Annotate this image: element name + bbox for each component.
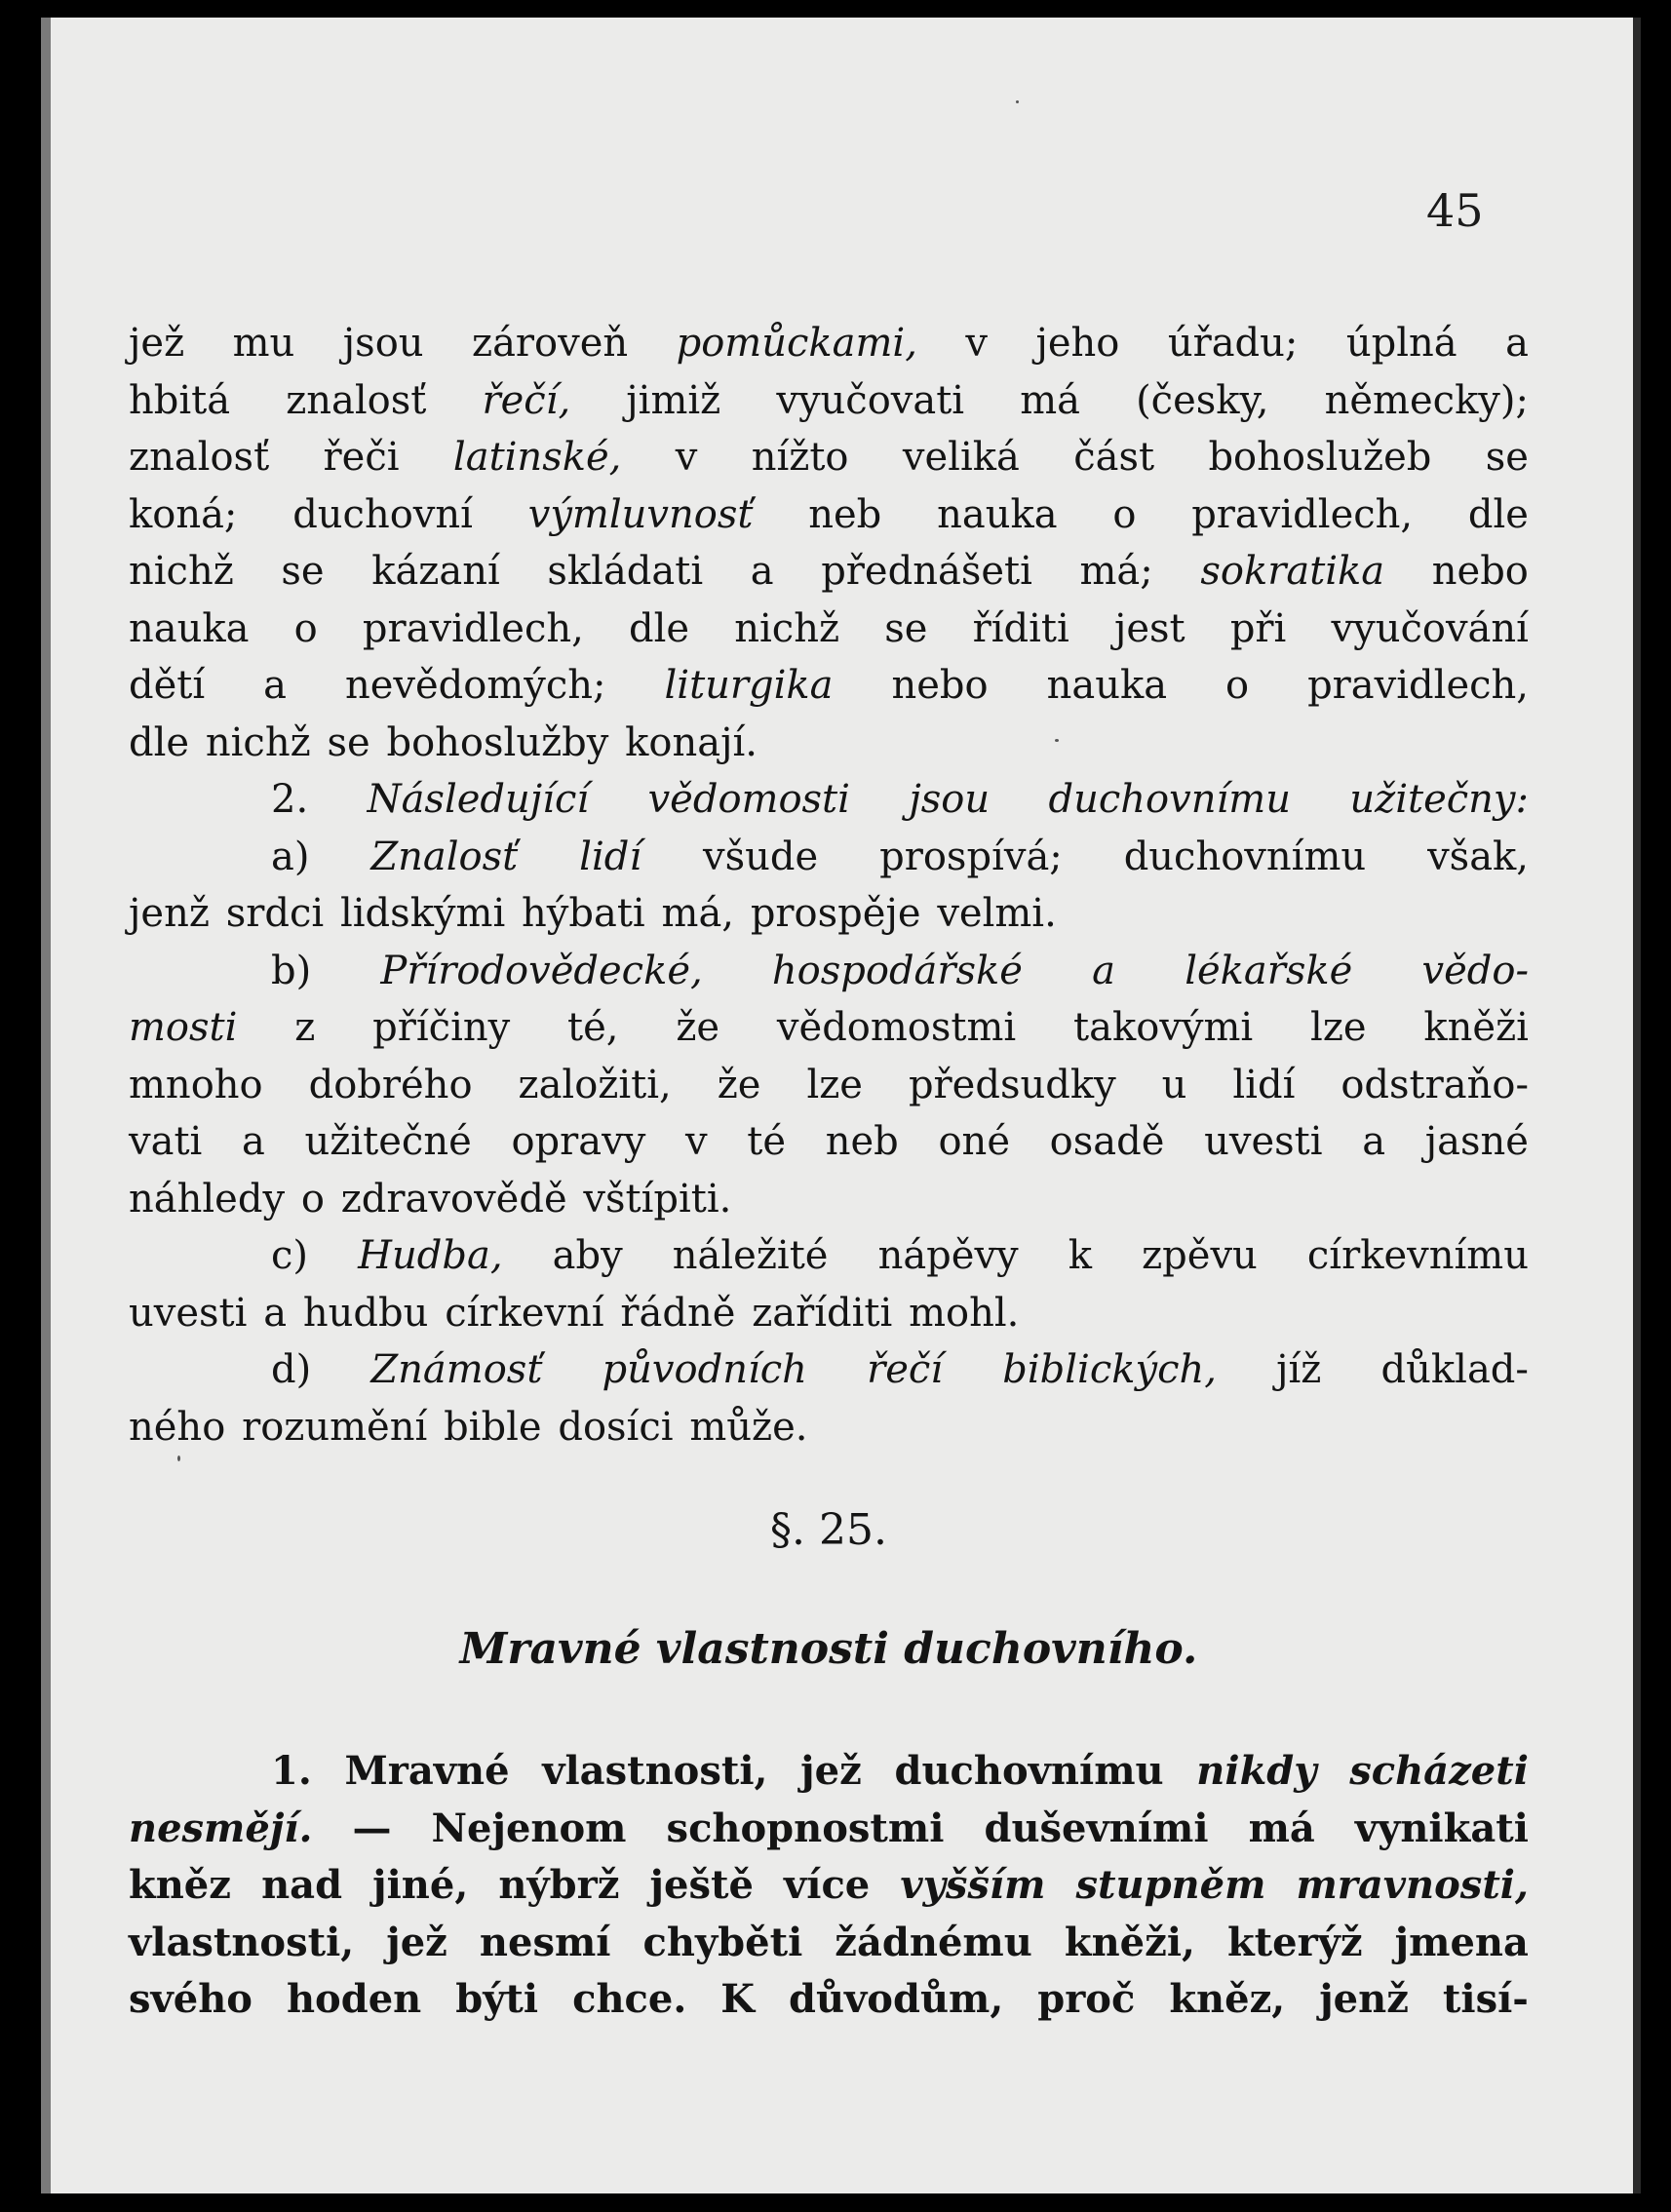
word: Mravné <box>344 1748 510 1794</box>
word: vynikati <box>1354 1805 1529 1851</box>
text-line <box>129 771 1529 829</box>
word: stupněm <box>1075 1862 1266 1908</box>
page-left-edge <box>41 18 51 2193</box>
text-line <box>129 1285 1529 1342</box>
text-line <box>129 429 1529 486</box>
word: se <box>1485 435 1529 480</box>
text-line <box>129 601 1529 658</box>
word: dobrého <box>308 1062 473 1107</box>
paragraph-block-1 <box>129 315 1529 1455</box>
word: předsudky <box>908 1062 1116 1107</box>
word: o <box>1112 491 1137 537</box>
word: odstraňo- <box>1341 1062 1529 1107</box>
word: neb <box>825 1119 899 1164</box>
word: žádnému <box>835 1919 1032 1965</box>
page-number: 45 <box>1426 184 1484 237</box>
word: liturgika <box>664 663 834 708</box>
word: neb <box>808 491 882 537</box>
word: užitečné <box>304 1119 472 1164</box>
word: řádně <box>620 1290 736 1336</box>
book-page <box>41 18 1641 2193</box>
word: jimiž <box>626 377 721 423</box>
word: může. <box>689 1404 808 1450</box>
text-line <box>129 829 1529 886</box>
word: takovými <box>1073 1005 1254 1050</box>
word: tisí- <box>1442 1976 1529 2022</box>
word: vědo- <box>1421 948 1529 993</box>
word: bohoslužeb <box>1208 435 1432 480</box>
word: dětí <box>129 663 206 708</box>
word: nichž <box>129 549 234 594</box>
word: nad <box>261 1862 343 1908</box>
word: však, <box>1427 834 1529 879</box>
word: nikdy <box>1196 1748 1317 1794</box>
word: jenž <box>1319 1976 1409 2022</box>
word: má <box>1248 1805 1315 1851</box>
word: uvesti <box>129 1290 248 1336</box>
word: dle <box>629 605 690 651</box>
word: Znalosť <box>370 834 519 879</box>
word: řeči <box>323 435 400 480</box>
word: lidí <box>579 834 642 879</box>
word: v <box>965 321 988 366</box>
paragraph-block-2 <box>129 1743 1529 2029</box>
word: výmluvnosť <box>527 491 754 537</box>
word: že <box>676 1005 720 1050</box>
word: náhledy <box>129 1176 286 1222</box>
word: — <box>352 1805 392 1851</box>
word: ného <box>129 1404 226 1450</box>
word: duchovnímu <box>1123 834 1367 879</box>
word: lidí <box>1232 1062 1296 1107</box>
word: d) <box>271 1347 312 1392</box>
word: 2. <box>271 777 309 822</box>
word: mnoho <box>129 1062 263 1107</box>
word: více <box>784 1862 871 1908</box>
word: dle <box>1467 491 1529 537</box>
word: církevní <box>445 1290 604 1336</box>
text-line <box>129 1171 1529 1228</box>
word: založiti, <box>518 1062 672 1107</box>
word: příčiny <box>372 1005 511 1050</box>
word: duchovnímu <box>1048 777 1291 822</box>
text-line <box>129 943 1529 1000</box>
word: u <box>1161 1062 1187 1107</box>
word: církevnímu <box>1306 1233 1529 1278</box>
word: část <box>1073 435 1155 480</box>
word: duchovní <box>292 491 473 537</box>
word: hospodářské <box>771 948 1023 993</box>
word: velmi. <box>937 891 1057 936</box>
word: skládati <box>547 549 704 594</box>
word: latinské, <box>452 435 622 480</box>
text-line <box>129 543 1529 601</box>
word: vlastnosti, <box>129 1919 355 1965</box>
word: aby <box>552 1233 623 1278</box>
word: jež <box>386 1919 447 1965</box>
word: kněži <box>1423 1005 1529 1050</box>
word: rozumění <box>242 1404 428 1450</box>
word: vyučovati <box>776 377 965 423</box>
word: jenž <box>129 891 210 936</box>
word: kněz, <box>1169 1976 1286 2022</box>
word: řečí <box>867 1347 944 1392</box>
word: jmena <box>1394 1919 1529 1965</box>
word: hbitá <box>129 377 231 423</box>
word: hoden <box>286 1976 422 2022</box>
word: c) <box>271 1233 309 1278</box>
word: a <box>1505 321 1529 366</box>
word: oné <box>938 1119 1010 1164</box>
word: nesmějí. <box>129 1805 313 1851</box>
word: srdci <box>225 891 325 936</box>
word: scházeti <box>1349 1748 1529 1794</box>
word: původních <box>602 1347 807 1392</box>
word: mohl. <box>909 1290 1020 1336</box>
word: z <box>294 1005 316 1050</box>
word: pravidlech, <box>1307 663 1529 708</box>
word: svého <box>129 1976 253 2022</box>
word: znalosť <box>286 377 427 423</box>
word: kněz <box>129 1862 231 1908</box>
word: o <box>300 1176 325 1222</box>
word: prospěje <box>750 891 921 936</box>
word: při <box>1229 605 1287 651</box>
word: a <box>1092 948 1116 993</box>
word: lidskými <box>339 891 506 936</box>
word: jíž <box>1276 1347 1322 1392</box>
word: (česky, <box>1136 377 1269 423</box>
word: Následující <box>367 777 590 822</box>
word: býti <box>455 1976 539 2022</box>
word: jsou <box>342 321 424 366</box>
word: té <box>747 1119 787 1164</box>
word: a <box>750 549 774 594</box>
word: nížto <box>751 435 849 480</box>
word: německy); <box>1324 377 1529 423</box>
text-line <box>129 1743 1529 1801</box>
word: všude <box>703 834 819 879</box>
word: zdravovědě <box>340 1176 567 1222</box>
word: kněži, <box>1064 1919 1195 1965</box>
word: v <box>685 1119 708 1164</box>
word: dle <box>129 719 190 765</box>
text-line <box>129 657 1529 715</box>
word: nauka <box>1046 663 1168 708</box>
word: zaříditi <box>752 1290 893 1336</box>
paper-speck <box>1055 739 1059 742</box>
word: nichž <box>734 605 840 651</box>
word: uvesti <box>1204 1119 1323 1164</box>
word: a <box>242 1119 265 1164</box>
text-line <box>129 315 1529 372</box>
word: k <box>1068 1233 1092 1278</box>
word: ještě <box>649 1862 754 1908</box>
word: nichž <box>205 719 311 765</box>
word: K <box>720 1976 756 2022</box>
word: vědomostmi <box>776 1005 1017 1050</box>
text-line <box>129 486 1529 544</box>
word: užitečny: <box>1349 777 1529 822</box>
word: o <box>293 605 318 651</box>
word: veliká <box>902 435 1020 480</box>
word: pravidlech, <box>362 605 584 651</box>
word: přednášeti <box>821 549 1032 594</box>
word: duševními <box>984 1805 1209 1851</box>
word: jeho <box>1035 321 1120 366</box>
word: vědomosti <box>647 777 850 822</box>
word: schopnostmi <box>666 1805 945 1851</box>
text-line <box>129 1113 1529 1171</box>
word: říditi <box>972 605 1069 651</box>
word: opravy <box>511 1119 646 1164</box>
word: nauka <box>129 605 250 651</box>
word: vati <box>129 1119 203 1164</box>
word: jasné <box>1424 1119 1529 1164</box>
word: a <box>263 663 287 708</box>
text-line <box>129 1057 1529 1114</box>
word: nesmí <box>479 1919 611 1965</box>
text-line <box>129 1341 1529 1399</box>
word: lze <box>806 1062 863 1107</box>
word: vlastnosti, <box>542 1748 768 1794</box>
word: Hudba, <box>358 1233 503 1278</box>
word: dosíci <box>558 1404 674 1450</box>
page-right-edge <box>1633 18 1641 2193</box>
word: chce. <box>572 1976 687 2022</box>
word: o <box>1225 663 1250 708</box>
word: nýbrž <box>498 1862 620 1908</box>
word: znalosť <box>129 435 270 480</box>
text-line <box>129 715 1529 772</box>
word: a <box>1362 1119 1386 1164</box>
word: biblických, <box>1002 1347 1217 1392</box>
word: a) <box>271 834 310 879</box>
paper-speck <box>177 1455 180 1461</box>
word: úplná <box>1345 321 1457 366</box>
word: pomůckami, <box>676 321 917 366</box>
word: chyběti <box>642 1919 803 1965</box>
word: řečí, <box>482 377 571 423</box>
word: mosti <box>129 1005 238 1050</box>
word: sokratika <box>1200 549 1385 594</box>
word: konají. <box>625 719 758 765</box>
word: lékařské <box>1185 948 1353 993</box>
word: 1. <box>271 1748 312 1794</box>
word: zároveň <box>472 321 629 366</box>
text-line <box>129 372 1529 430</box>
word: jež <box>800 1748 862 1794</box>
word: důklad- <box>1380 1347 1529 1392</box>
text-line <box>129 1857 1529 1915</box>
word: Přírodovědecké, <box>380 948 703 993</box>
section-title: Mravné vlastnosti duchovního. <box>459 1624 1198 1674</box>
word: osadě <box>1049 1119 1165 1164</box>
word: Nejenom <box>431 1805 627 1851</box>
word: má, <box>661 891 735 936</box>
word: zpěvu <box>1142 1233 1258 1278</box>
word: hudbu <box>302 1290 429 1336</box>
word: nebo <box>1431 549 1529 594</box>
word: vyšším <box>900 1862 1046 1908</box>
word: nebo <box>891 663 989 708</box>
text-line <box>129 1971 1529 2029</box>
word: že <box>717 1062 761 1107</box>
word: té, <box>567 1005 619 1050</box>
text-line <box>129 999 1529 1057</box>
text-line <box>129 885 1529 943</box>
section-number: §. 25. <box>770 1505 887 1555</box>
word: kterýž <box>1226 1919 1363 1965</box>
word: jest <box>1113 605 1185 651</box>
word: prospívá; <box>879 834 1063 879</box>
word: důvodům, <box>789 1976 1004 2022</box>
word: mu <box>232 321 295 366</box>
word: nauka <box>937 491 1058 537</box>
word: bible <box>444 1404 542 1450</box>
word: úřadu; <box>1167 321 1299 366</box>
word: vyučování <box>1331 605 1529 651</box>
text-line <box>129 1399 1529 1456</box>
word: lze <box>1310 1005 1367 1050</box>
word: má; <box>1079 549 1153 594</box>
word: proč <box>1037 1976 1136 2022</box>
word: Známosť <box>370 1347 543 1392</box>
word: jiné, <box>372 1862 469 1908</box>
word: duchovnímu <box>894 1748 1164 1794</box>
text-line <box>129 1915 1529 1972</box>
word: a <box>263 1290 288 1336</box>
paper-speck <box>1016 100 1019 103</box>
word: vštípiti. <box>583 1176 732 1222</box>
word: bohoslužby <box>386 719 609 765</box>
word: se <box>327 719 370 765</box>
text-line <box>129 1801 1529 1858</box>
word: se <box>281 549 325 594</box>
word: pravidlech, <box>1191 491 1414 537</box>
word: má <box>1020 377 1080 423</box>
word: b) <box>271 948 312 993</box>
word: jsou <box>909 777 991 822</box>
word: hýbati <box>522 891 645 936</box>
word: koná; <box>129 491 238 537</box>
word: náležité <box>672 1233 829 1278</box>
word: nápěvy <box>877 1233 1019 1278</box>
word: kázaní <box>371 549 500 594</box>
word: mravnosti, <box>1296 1862 1529 1908</box>
word: se <box>884 605 928 651</box>
word: v <box>675 435 698 480</box>
word: nevědomých; <box>344 663 606 708</box>
word: jež <box>129 321 185 366</box>
text-line <box>129 1227 1529 1285</box>
